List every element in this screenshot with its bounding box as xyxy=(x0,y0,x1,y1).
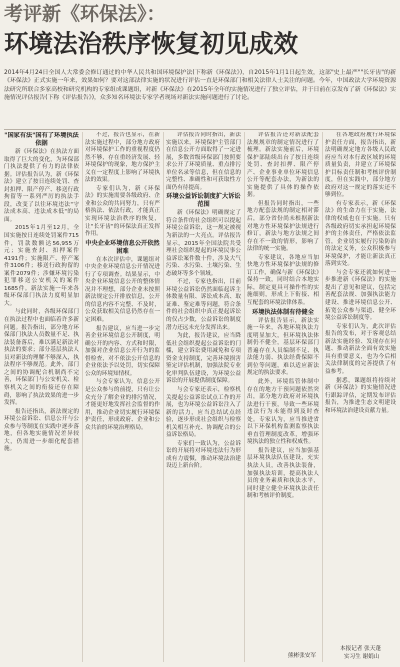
lead-paragraph: 2014年4月24日全国人大常委会修订通过的中华人民共和国环境保护法(下称新《环保法》)，自2015年1月1日起生效，这部"史上最严""长牙齿"的新《环保法》正式实施一年来，效果如何？要对这部法律实施的状况进行评估一直是环保部门和相关法律人士关注的问题。今年，中国政法大学环境资源法研究所联合多家高校和研究机构的专家组成课题组，对新《环保法》在2015年全年的实施情况进行了独立评估，并于日前在京发布了新《环保法》实施情况评估报告(下称《评估报告》)，众多知名环境法专家学者现场对新法实施问题进行了讨论。 xyxy=(4,70,396,101)
article-paragraph: 专家们一致认为，公益诉讼的开展将对环境违法行为形成有力震慑，推动环境法治建设迈上新台阶。 xyxy=(166,440,241,470)
article-paragraph: 但报告同时指出，一些地方配套法规的制定相对滞后，部分省份尚未根据新法对地方性环境保护法规进行修订，新法与地方法规之间存在不一致的情形，影响了法律的统一实施。 xyxy=(247,200,319,253)
article-paragraph: 与此同时，各级环保部门在执法过程中也面临着许多新问题。报告指出，部分地方环保部门执法人员数量不足、执法装备落后，难以满足新法对执法的要求；部分基层执法人员对新法的理解不够深入，执法程序不够规范。此外，部门之间的协调配合机制尚不完善，环保部门与公安机关、检察机关之间的衔接还存在障碍，影响了执法效果的进一步发挥。 xyxy=(4,309,79,407)
column-divider xyxy=(163,132,164,662)
article-paragraph: 与会专家认为，信息公开是公众参与的前提，只有让公众充分了解企业的排污情况，才能更好地发挥社会监督的作用，推动企业切实履行环境保护责任，形成政府、企业和公众共治的环境治理格局。 xyxy=(85,379,160,431)
byline-author: 熊彬张安军 xyxy=(288,653,316,659)
article-paragraph: 据悉，课题组将持续对新《环保法》的实施情况进行跟踪评估，定期发布评估报告，为推进生态文明建设和环境法治建设贡献力量。 xyxy=(325,377,396,414)
article-paragraph: 2015年1月至12月，全国实施按日连续处罚案件715件，罚款数额达56,955万元；实施查封、扣押案件4191件；实施限产、停产案件3106件；移送行政拘留的案件2079件；涉嫌环境污染犯罪移送公安机关的案件1685件。新法实施一年来各级环保部门执法力度明显加大。 xyxy=(4,225,79,307)
article-column-5 xyxy=(325,132,396,662)
article-paragraph: 报告建议，应当进一步完善企业环境信息公开制度，明确公开的内容、方式和时限，加强对企业信息公开行为的监督检查，对不依法公开信息的企业依法予以处罚，切实保障公众的环境知情权。 xyxy=(85,325,160,377)
article-paragraph: 不过，专家也指出，目前环境公益诉讼仍然面临起诉主体数量有限、诉讼成本高、取证难、鉴定难等问题，符合条件的社会组织中真正提起诉讼的仅占少数，公益诉讼的制度潜力还远未充分发挥出来。 xyxy=(166,279,241,331)
article-paragraph: 评估报告显示，新法实施一年来，各地环境执法力度明显加大，但环境执法体制仍不健全，基层环保部门普遍存在人员编制不足、执法能力弱、执法经费保障不到位等问题，难以适应新法规定的执法要求。 xyxy=(247,317,319,377)
article-paragraph: 专家建议，各地应当加快地方性环境保护法规的修订工作，确保与新《环保法》保持一致，同时结合本地实际，制定更具可操作性的实施细则，形成上下衔接、相互配套的环境法律体系。 xyxy=(247,254,319,307)
article-columns xyxy=(4,132,396,662)
article-column-3 xyxy=(166,132,241,662)
byline-intern: 实习生 谢娟山 xyxy=(344,654,380,660)
column-divider xyxy=(82,132,83,662)
section-subheading: 中央企业环境信息公开依然困难 xyxy=(85,239,160,255)
article-paragraph: 此外，环境监管体制中存在的地方干预问题依然突出，部分地方政府对环境执法进行干预，导致一些环境违法行为未能得到及时查处。专家认为，应当推进省以下环保机构监测监察执法垂直管理制度改革，增强环境执法的独立性和权威性。 xyxy=(247,378,319,446)
article-paragraph: 新《环保法》明确规定了符合条件的社会组织可以提起环境公益诉讼，这一规定被视为新法的一大亮点。评估报告显示，2015年全国法院共受理社会组织提起的环境民事公益诉讼案件数十件，涉及大气污染、水污染、土壤污染、生态破坏等多个领域。 xyxy=(166,210,241,277)
column-divider xyxy=(322,132,323,662)
article-column-1 xyxy=(4,132,79,662)
article-paragraph: 在本次评估中，课题组对中央企业环境信息公开情况进行了专项调查。结果显示，中央企业环境信息公开的整体情况并不理想，部分企业未按照新法规定公开排放信息，公开的信息内容不完整、不及时，公众获取相关信息仍然存在一定困难。 xyxy=(85,256,160,324)
article-paragraph: 与会专家还表示，检察机关提起公益诉讼试点工作的开展，也为环境公益诉讼注入了新的活力，应当总结试点经验，逐步形成社会组织与检察机关相互补充、协调配合的公益诉讼格局。 xyxy=(166,386,241,439)
article-paragraph: 报告建议，应当加强基层环境执法队伍建设，充实执法人员，改善执法装备，加强执法培训，提高执法人员的业务素质和执法水平，同时建立健全环境执法责任制和考核评价制度。 xyxy=(247,447,319,500)
article-paragraph: 评估报告同时指出，新法实施以来，环境保护主管部门在信息公开方面取得了一定进展，多数省级环保部门按照要求公开了环境质量、重点排污单位名录等信息，但在信息的完整性、准确性和可获取性方面仍有待提高。 xyxy=(166,132,241,191)
article-paragraph: 新《环保法》在执法方面取得了巨大的变化，为环保部门执法提供了有力的法律依据。评估报告认为，新《环保法》建立了按日连续处罚、查封扣押、限产停产、移送行政拘留等一系列严厉的执法手段，改变了以往环境违法"守法成本高、违法成本低"的局面。 xyxy=(4,149,79,223)
article-paragraph: 在各地政府履行环境保护责任方面，报告指出，新法明确规定地方各级人民政府应当对本行政区域的环境质量负责，并建立了环境保护目标责任制和考核评价制度，但在实践中，部分地方政府对这一规定的落实还不够到位。 xyxy=(325,132,396,199)
lead-divider xyxy=(4,129,396,130)
article-paragraph: 与会专家还就如何进一步推进新《环保法》的实施提出了意见和建议，包括完善配套法规、加强执法能力建设、推进环境信息公开、拓宽公众参与渠道、健全环境公益诉讼制度等。 xyxy=(325,269,396,322)
section-subheading: 环境公益诉讼制度扩大诉讼范围 xyxy=(166,193,241,209)
article-paragraph: 为此，报告建议，应当降低社会组织提起公益诉讼的门槛，建立诉讼费用减免和专项资金支持制度，完善环境损害鉴定评估机制，加强法院专业化审判队伍建设，为环境公益诉讼的开展提供制度保障。 xyxy=(166,333,241,385)
byline-reporter: 本报记者 张天蓬 xyxy=(340,646,381,652)
section-subheading: "国家有法"国有了环境执法依据 xyxy=(4,132,79,147)
article-paragraph: 不过，报告也显示，在新法实施过程中，部分地方政府对环境保护工作的重视程度仍然不够，存在重经济发展、轻环境保护的现象，地方保护主义在一定程度上影响了环境执法的效果。 xyxy=(85,132,160,184)
main-headline: 环境法治秩序恢复初见成效 xyxy=(4,29,298,58)
article-column-2 xyxy=(85,132,160,662)
article-paragraph: 专家们认为，此次评估报告的发布，对于客观总结新法实施经验、发现存在问题、推动新法全面有效实施具有重要意义，也为今后相关法律制度的完善提供了有益参考。 xyxy=(325,323,396,375)
article-paragraph: 有专家表示，新《环保法》的生命力在于实施，法律的权威也在于实施。只有各级政府切实承担起环境保护的主体责任，严格依法监管，企业切实履行污染防治的法定义务，公众积极参与环境保护，才能让新法真正落到实处。 xyxy=(325,200,396,268)
section-subheading: 环境执法体制有待健全 xyxy=(252,308,314,316)
article-paragraph: 报告还指出，新法规定的环境公益诉讼、信息公开与公众参与等制度在实践中逐步落地，但各地实施情况差异较大，仍需进一步细化配套措施。 xyxy=(4,408,79,453)
kicker-title: 考评新《环保法》： xyxy=(4,3,166,25)
article-column-4 xyxy=(247,132,319,662)
article-paragraph: 专家们认为，新《环保法》的实施需要各级政府、企业和公众的共同努力，只有严格执法、依法行政，才能真正实现环境法治秩序的恢复，让"长牙齿"的环保法真正发挥作用。 xyxy=(85,185,160,238)
column-divider xyxy=(244,132,245,662)
article-paragraph: 评估报告还对新法配套法规规章的制定情况进行了梳理。新法实施前后，环境保护部陆续出台了按日连续处罚、查封扣押、限产停产、企业事业单位环境信息公开等配套办法，为新法的实施提供了具体的操作依据。 xyxy=(247,132,319,199)
